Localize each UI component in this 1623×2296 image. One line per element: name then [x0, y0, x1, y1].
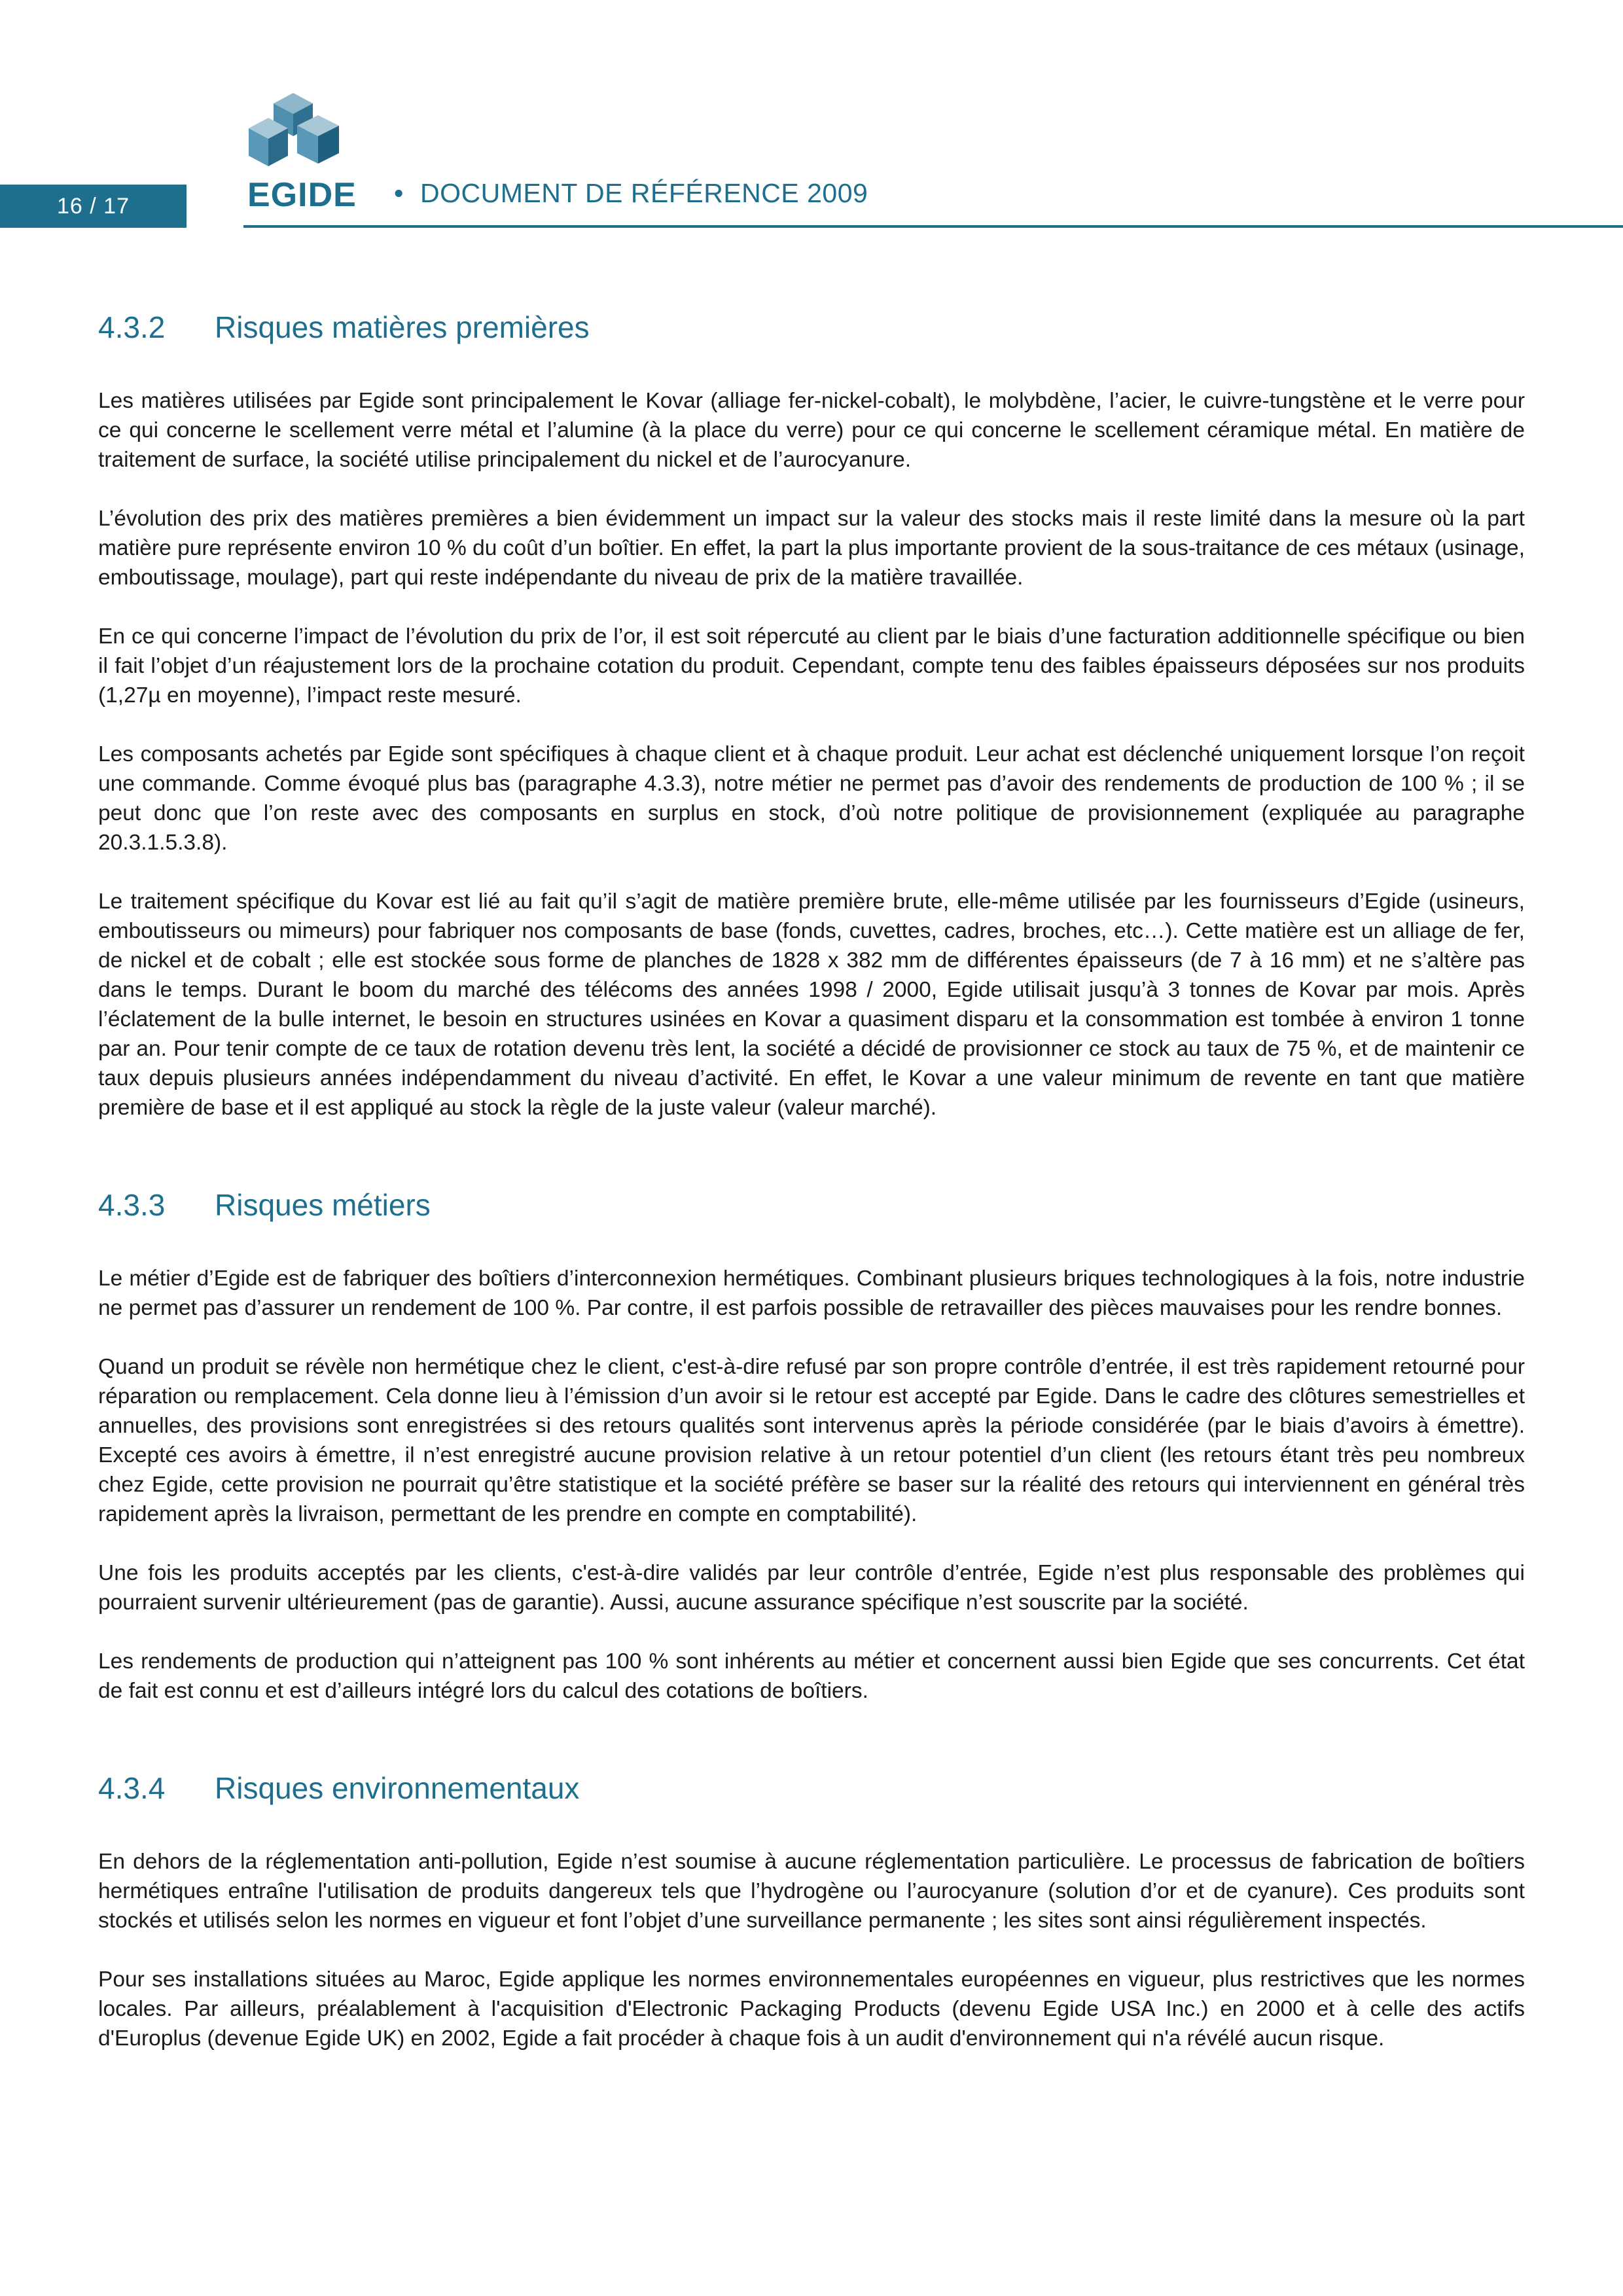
page-indicator: 16 / 17: [0, 185, 187, 228]
section-heading: [98, 308, 1525, 347]
paragraph: Pour ses installations situées au Maroc, Egide applique les normes environnementales européennes en vigueur, plus restrictives que les normes locales. Par ailleurs, préalablement à l'acquisition d'Electronic Packaging Products (devenu Egide USA Inc.) en 2000 et à celle des actifs d'Europlus (devenue Egide UK) en 2002, Egide a fait procéder à chaque fois à un audit d'environnement qui n'a révélé aucun risque.: [98, 1967, 1525, 2051]
logo-wordmark: EGIDE: [247, 176, 357, 214]
paragraph: Les matières utilisées par Egide sont principalement le Kovar (alliage fer-nickel-cobalt), le molybdène, l’acier, le cuivre-tungstène et le verre pour ce qui concerne le scellement verre métal et l’alumine (à la place du verre) pour ce qui concerne le scellement céramique métal. En matière de traitement de surface, la société utilise principalement du nickel et de l’aurocyanure.: [98, 389, 1525, 472]
paragraph: L’évolution des prix des matières premières a bien évidemment un impact sur la valeur des stocks mais il reste limité dans la mesure où la part matière pure représente environ 10 % du coût d’un boîtier. En effet, la part la plus importante provient de la sous-traitance de ces métaux (usinage, emboutissage, moulage), part qui reste indépendante du niveau de prix de la matière travaillée.: [98, 507, 1525, 590]
paragraph: Le traitement spécifique du Kovar est lié au fait qu’il s’agit de matière première brute, elle-même utilisée par les fournisseurs d’Egide (usineurs, emboutisseurs ou mimeurs) pour fabriquer nos composants de base (fonds, cuvettes, cadres, broches, etc…). Cette matière est un alliage de fer, de nickel et de cobalt ; elle est stockée sous forme de planches de 1828 x 382 mm de différentes épaisseurs (de 7 à 16 mm) et ne s’altère pas dans le temps. Durant le boom du marché des télécoms des années 1998 / 2000, Egide utilisait jusqu’à 3 tonnes de Kovar par mois. Après l’éclatement de la bulle internet, le besoin en structures usinées en Kovar a quasiment disparu et la consommation est tombée à environ 1 tonne par an. Pour tenir compte de ce taux de rotation devenu très lent, la société a décidé de provisionner ce stock au taux de 75 %, et de maintenir ce taux depuis plusieurs années indépendamment du niveau d’activité. En effet, le Kovar a une valeur minimum de revente en tant que matière première de base et il est appliqué au stock la règle de la juste valeur (valeur marché).: [98, 889, 1525, 1120]
document-title: [394, 178, 868, 209]
section-heading: [98, 1185, 1525, 1225]
document-body: [98, 308, 1525, 2116]
header-rule: [243, 225, 1623, 228]
document-title-text: DOCUMENT DE RÉFÉRENCE 2009: [420, 178, 868, 208]
section-title: Risques matières premières: [215, 310, 590, 344]
paragraph: Une fois les produits acceptés par les clients, c'est-à-dire validés par leur contrôle d’entrée, Egide n’est plus responsable des problèmes qui pourraient survenir ultérieurement (pas de garantie). Aussi, aucune assurance spécifique n’est souscrite par la société.: [98, 1561, 1525, 1615]
section-number: 4.3.3: [98, 1188, 166, 1222]
section-4-3-2: [98, 308, 1525, 1122]
bullet-icon: •: [394, 178, 404, 208]
section-heading: [98, 1768, 1525, 1808]
section-title: Risques métiers: [215, 1188, 431, 1222]
section-number: 4.3.4: [98, 1771, 166, 1805]
section-number: 4.3.2: [98, 310, 166, 344]
paragraph: Les rendements de production qui n’atteignent pas 100 % sont inhérents au métier et concernent aussi bien Egide que ses concurrents. Cet état de fait est connu et est d’ailleurs intégré lors du calcul des cotations de boîtiers.: [98, 1649, 1525, 1703]
paragraph: En dehors de la réglementation anti-pollution, Egide n’est soumise à aucune réglementation particulière. Le processus de fabrication de boîtiers hermétiques entraîne l'utilisation de produits dangereux tels que l’hydrogène ou l’aurocyanure (solution d’or et de cyanure). Ces produits sont stockés et utilisés selon les normes en vigueur et font l’objet d’une surveillance permanente ; les sites sont ainsi régulièrement inspectés.: [98, 1850, 1525, 1933]
section-4-3-4: [98, 1768, 1525, 2053]
page-header: [0, 0, 1623, 236]
paragraph: Les composants achetés par Egide sont spécifiques à chaque client et à chaque produit. Leur achat est déclenché uniquement lorsque l’on reçoit une commande. Comme évoqué plus bas (paragraphe 4.3.3), notre métier ne permet pas d’avoir des rendements de production de 100 % ; il se peut donc que l’on reste avec des composants en surplus en stock, d’où notre politique de provisionnement (expliquée au paragraphe 20.3.1.5.3.8).: [98, 742, 1525, 855]
section-title: Risques environnementaux: [215, 1771, 580, 1805]
paragraph: En ce qui concerne l’impact de l’évolution du prix de l’or, il est soit répercuté au client par le biais d’une facturation additionnelle spécifique ou bien il fait l’objet d’un réajustement lors de la prochaine cotation du produit. Cependant, compte tenu des faibles épaisseurs déposées sur nos produits (1,27µ en moyenne), l’impact reste mesuré.: [98, 624, 1525, 708]
paragraph: Quand un produit se révèle non hermétique chez le client, c'est-à-dire refusé par son propre contrôle d’entrée, il est très rapidement retourné pour réparation ou remplacement. Cela donne lieu à l’émission d’un avoir si le retour est accepté par Egide. Dans le cadre des clôtures semestrielles et annuelles, des provisions sont enregistrées si des retours qualités sont intervenus après la période considérée (par le biais d’avoirs à émettre). Excepté ces avoirs à émettre, il n’est enregistré aucune provision relative à un retour potentiel d’un client (les retours étant très peu nombreux chez Egide, cette provision ne pourrait qu’être statistique et la société préfère se baser sur la réalité des retours qui interviennent en général très rapidement après la livraison, permettant de les prendre en compte en comptabilité).: [98, 1355, 1525, 1526]
section-4-3-3: [98, 1185, 1525, 1706]
paragraph: Le métier d’Egide est de fabriquer des boîtiers d’interconnexion hermétiques. Combinant plusieurs briques technologiques à la fois, notre industrie ne permet pas d’assurer un rendement de 100 %. Par contre, il est parfois possible de retravailler des pièces mauvaises pour les rendre bonnes.: [98, 1266, 1525, 1320]
